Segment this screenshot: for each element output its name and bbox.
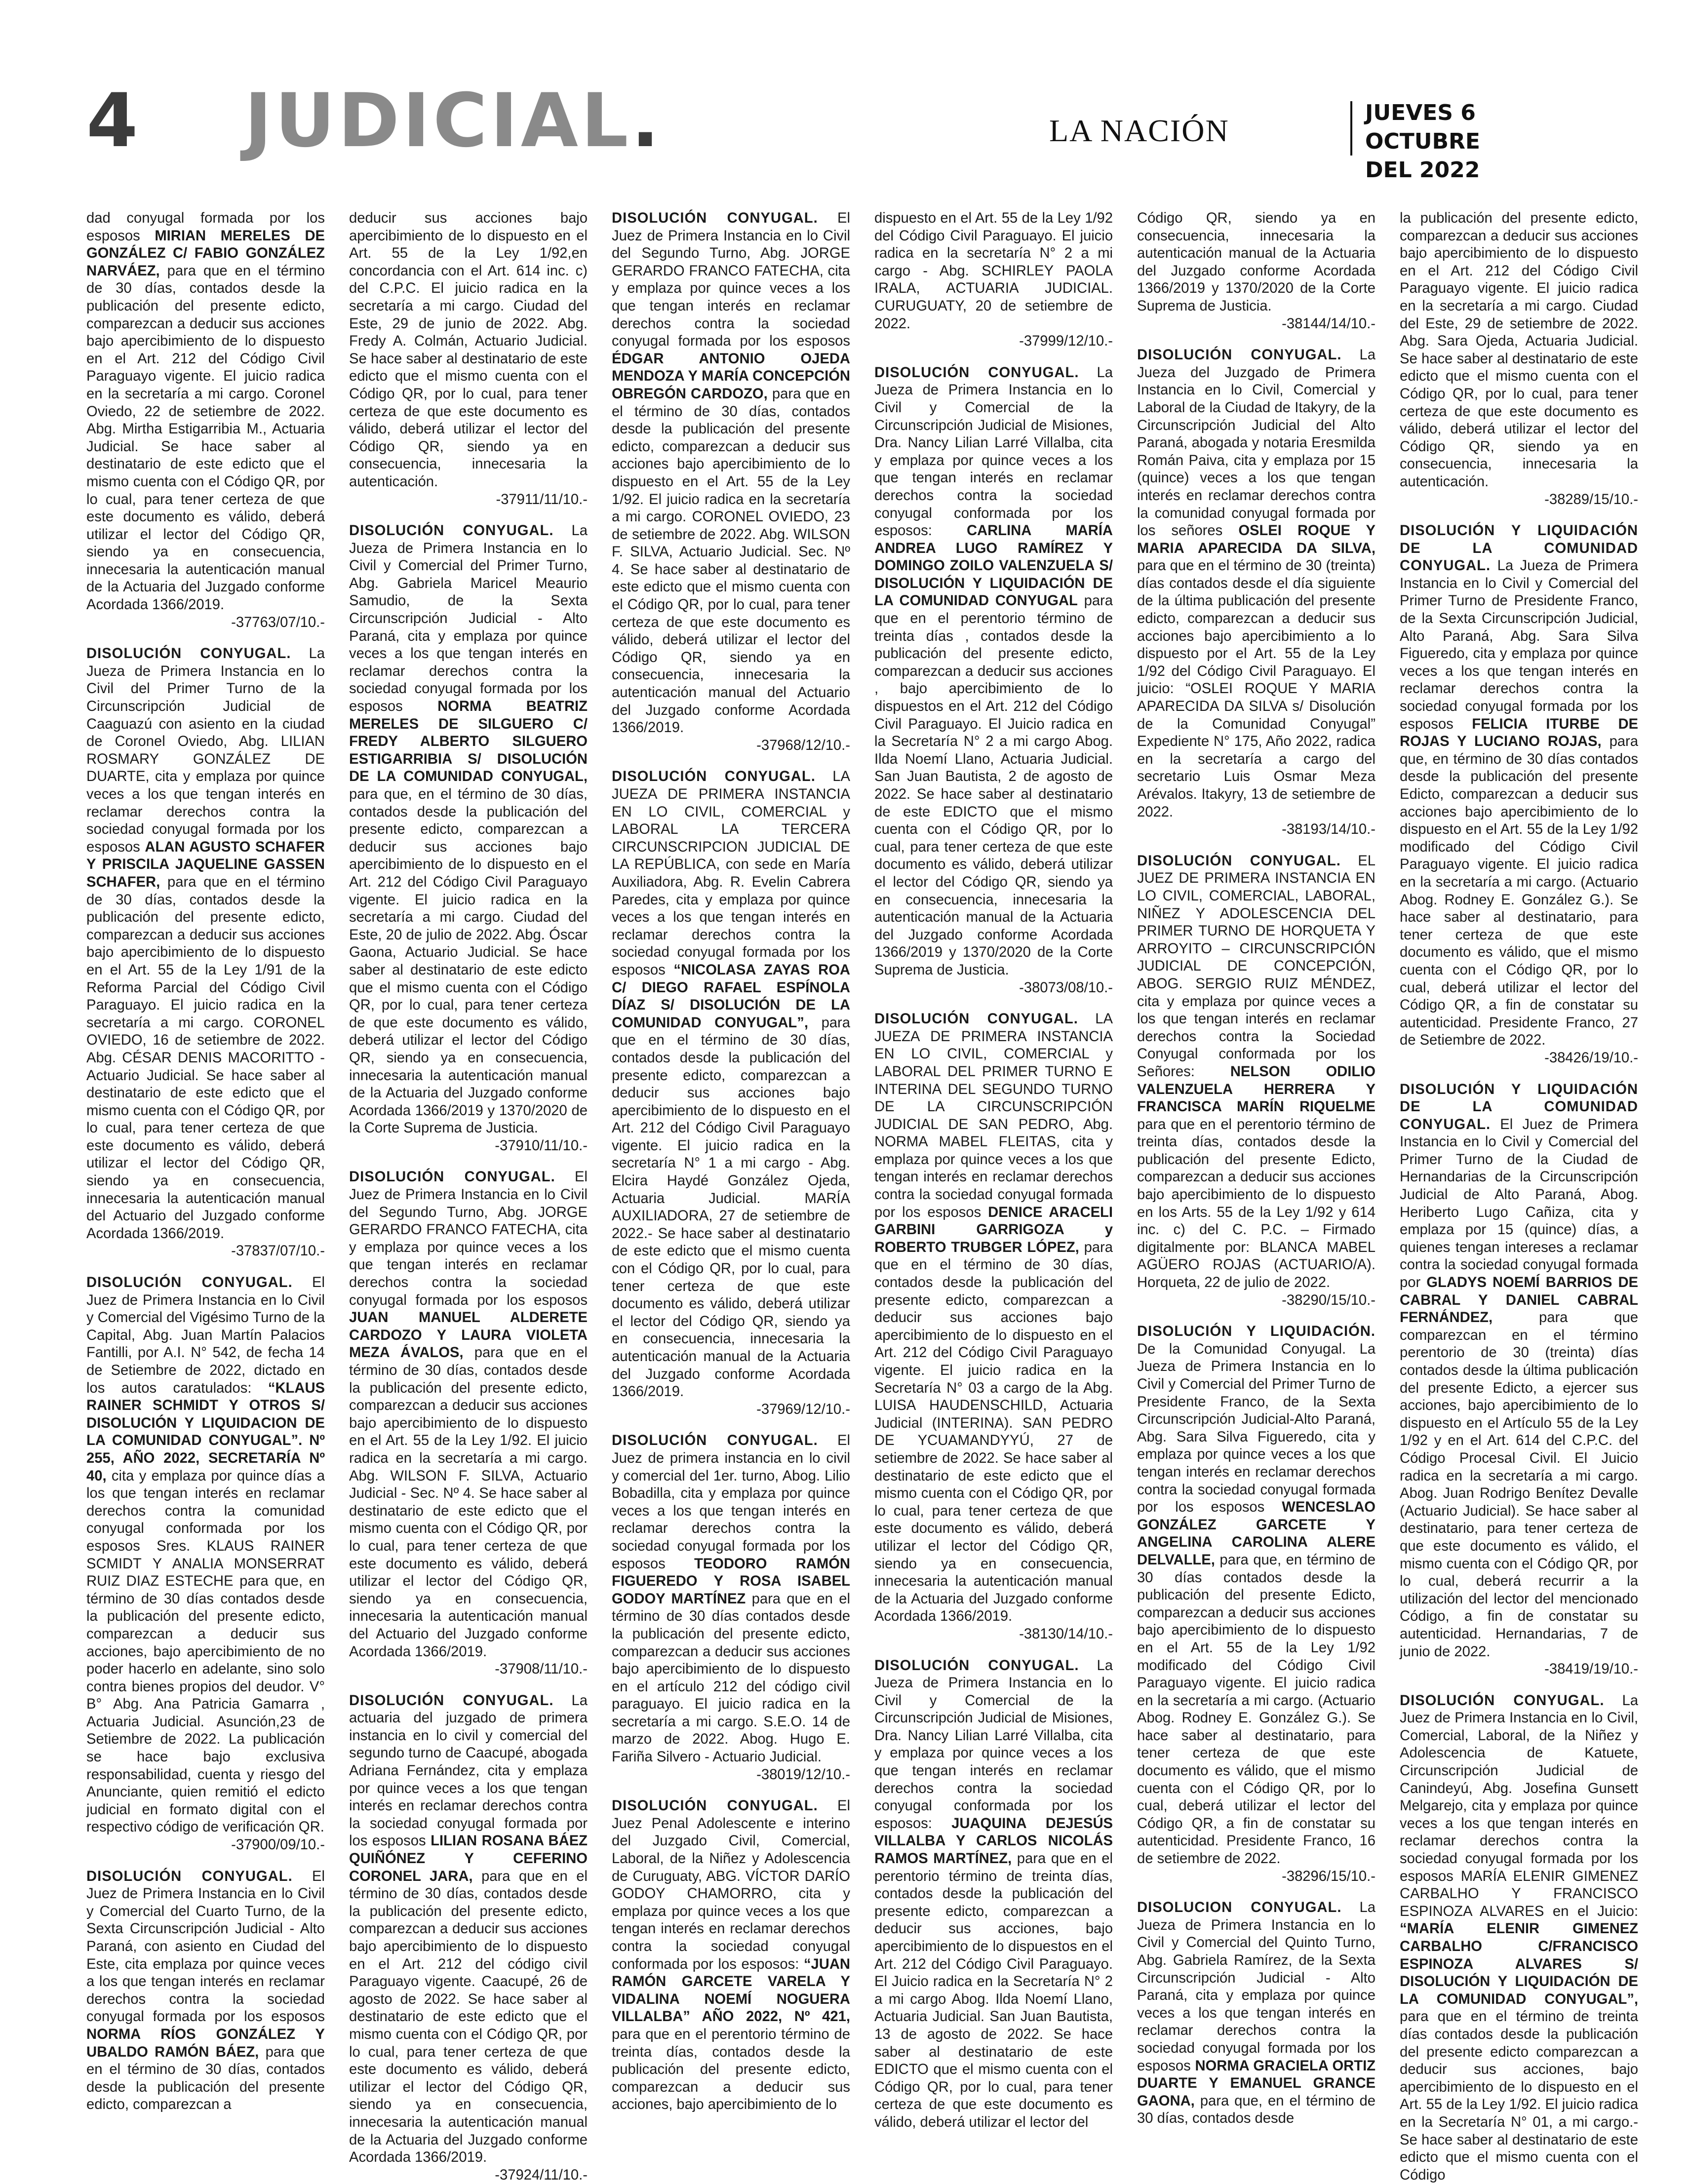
edict-code: -37968/12/10.- <box>756 737 850 753</box>
column-6 <box>1400 210 1639 2183</box>
edict-body: La Jueza del Juzgado de Primera Instancia en lo Civil, Comercial y Laboral de la Ciudad de Itakyry, de la Circunscripción Judicial del Alto Paraná, abogada y notaria Eresmilda Román Paiva, cita y emplaza por 15 (quince) veces a los que tengan interés en reclamar derechos contra la comunidad conyugal formada por los señores <box>1137 347 1376 539</box>
edict-heading: DISOLUCIÓN CONYUGAL. <box>874 1657 1079 1674</box>
edict-code: -37924/11/10.- <box>495 2167 588 2183</box>
edict-heading: DISOLUCIÓN CONYUGAL. <box>874 364 1079 381</box>
edict-notice <box>874 364 1113 997</box>
edict-heading: DISOLUCIÓN CONYUGAL. <box>349 1692 554 1709</box>
column-2 <box>349 210 588 2183</box>
header-divider <box>1350 101 1352 156</box>
edict-body: LA JUEZA DE PRIMERA INSTANCIA EN LO CIVIL, COMERCIAL y LABORAL DEL PRIMER TURNO E INTERINA DEL SEGUNDO TURNO DE LA CIRCUNSCRIPCIÓN JUDICIAL DE SAN PEDRO, Abg. NORMA MABEL FLEITAS, cita y emplaza por quince veces a los que tengan interés en reclamar derechos contra la sociedad conyugal formada por los esposos <box>874 1011 1113 1220</box>
edict-body: El Juez de Primera Instancia en lo Civil y Comercial del Vigésimo Turno de la Capital, Abg. Juan Martín Palacios Fantilli, por A.I. N° 542, de fecha 14 de Setiembre de 2022, dictado en los autos caratulados: <box>86 1275 325 1396</box>
edict-body: El Juez de Primera Instancia en lo Civil y Comercial del Cuarto Turno, de la Sexta Circunscripción Judicial - Alto Paraná, con asiento en Ciudad del Este, cita emplaza por quince veces a los que tengan interés en reclamar derechos contra la sociedad conyugal formada por los esposos <box>86 1868 325 2025</box>
edict-parties: “MARÍA ELENIR GIMENEZ CARBALHO C/FRANCISCO ESPINOZA ALVARES S/ DISOLUCIÓN Y LIQUIDACIÓN DE LA COMUNIDAD CONYUGAL”, <box>1400 1921 1638 2007</box>
edict-body: El Juez Penal Adolescente e interino del Juzgado Civil, Comercial, Laboral, de la Niñez y Adolescencia de Curuguaty, ABG. VÍCTOR DARÍO GODOY CHAMORRO, cita y emplaza por quince veces a los que tengan interés en reclamar derechos contra la sociedad conyugal conformada por los esposos: <box>612 1798 850 1972</box>
edict-parties: “KLAUS RAINER SCHMIDT Y OTROS S/ DISOLUCIÓN Y LIQUIDACION DE LA COMUNIDAD CONYUGAL”. Nº 255, AÑO 2022, SECRETARÍA Nº 40, <box>86 1380 325 1484</box>
edict-heading: DISOLUCIÓN CONYUGAL. <box>349 1169 555 1185</box>
edict-body-rest: para que en el perentorio término de treinta días , contados desde la publicación del presente edicto, comparezcan a deducir sus acciones , bajo apercibimiento de lo dispuestos en el Art. 212 del Código Civil Paraguayo. El Juicio radica en la Secretaría N° 2 a mi cargo Abog. Ilda Noemí Llano, Actuaria Judicial. San Juan Bautista, 2 de agosto de 2022. Se hace saber al destinatario de este EDICTO que el mismo cuenta con el Código QR, por lo cual, para tener certeza de que este documento es válido, deberá utilizar el lector del Código QR, siendo ya en consecuencia, innecesaria la autenticación manual de la Actuaria del Juzgado conforme Acordada 1366/2019 y 1370/2020 de la Corte Suprema de Justicia. <box>874 593 1113 978</box>
edict-heading: DISOLUCIÓN Y LIQUIDACIÓN. <box>1137 1324 1376 1340</box>
edict-parties: NELSON ODILIO VALENZUELA HERRERA Y FRANCISCA MARÍN RIQUELME <box>1137 1063 1376 1115</box>
edict-notice <box>1137 347 1376 839</box>
edict-notice <box>612 1797 850 2114</box>
edict-notice <box>86 1274 325 1854</box>
edict-code: -38130/14/10.- <box>1019 1626 1113 1642</box>
edict-body: La Jueza de Primera Instancia en lo Civil y Comercial de la Circunscripción Judicial de Misiones, Dra. Nancy Lilian Larré Villalba, cita y emplaza por quince veces a los que tengan interés en reclamar derechos contra la sociedad conyugal conformada por los esposos: <box>874 364 1113 539</box>
edict-body-rest: para que, en término de 30 días contados desde la publicación del presente Edicto, comparezcan a deducir sus acciones bajo apercibimiento de lo dispuesto en el Art. 55 de la Ley 1/92 modificado del Código Civil Paraguayo vigente. El juicio radica en la secretaría a mi cargo. (Actuario Abog. Rodney E. González G.). Se hace saber al destinatario, para tener certeza de que este documento es válido, que el mismo cuenta con el Código QR, por lo cual, deberá utilizar el lector del Código QR, a fin de constatar su autenticidad. Presidente Franco, 27 de Setiembre de 2022. <box>1400 734 1638 1049</box>
edict-notice <box>874 210 1113 351</box>
newspaper-masthead: LA NACIÓN <box>1049 113 1229 148</box>
edict-body: LA JUEZA DE PRIMERA INSTANCIA EN LO CIVIL, COMERCIAL y LABORAL LA TERCERA CIRCUNSCRIPCION JUDICIAL DE LA REPÚBLICA, con sede en María Auxiliadora, Abg. R. Evelin Cabrera Paredes, cita y emplaza por quince veces a los que tengan interés en reclamar derechos contra la sociedad conyugal formada por los esposos <box>612 769 850 978</box>
date-weekday: JUEVES 6 <box>1365 100 1476 125</box>
edict-heading: DISOLUCIÓN Y LIQUIDACIÓN DE LA COMUNIDAD CONYUGAL. <box>1400 1081 1638 1132</box>
edict-body-rest: para que en el término de 30 días, contados desde la publicación del presente edicto, comparezcan a deducir sus acciones bajo apercibimiento de lo dispuesto en el Art. 55 de la Ley 1/92. El juicio radica en la secretaría a mi cargo. Abg. WILSON F. SILVA, Actuario Judicial - Sec. Nº 4. Se hace saber al destinatario de este edicto que el mismo cuenta con el Código QR, por lo cual, para tener certeza de que este documento es válido, deberá utilizar el lector del Código QR, siendo ya en consecuencia, innecesaria la autenticación manual del Actuario del Juzgado conforme Acordada 1366/2019. <box>349 1345 588 1660</box>
date-month-year: OCTUBRE DEL 2022 <box>1365 129 1480 183</box>
edict-heading: DISOLUCIÓN CONYUGAL. <box>86 1868 293 1884</box>
edict-heading: DISOLUCIÓN CONYUGAL. <box>1137 347 1342 363</box>
edict-body-rest: para que, en el término de 30 días, contados desde <box>1137 2093 1376 2127</box>
edict-body-rest: para que en el perentorio término de treinta días, contados desde la publicación del presente edicto, comparezcan a deducir sus acciones, bajo apercibimiento de lo dispuestos en el Art. 212 del Código Civil Paraguayo. El Juicio radica en la Secretaría N° 2 a mi cargo Abog. Ilda Noemí Llano, Actuaria Judicial. San Juan Bautista, 13 de agosto de 2022. Se hace saber al destinatario de este EDICTO que el mismo cuenta con el Código QR, por lo cual, para tener certeza de que este documento es válido, deberá utilizar el lector del <box>874 1851 1113 2130</box>
edict-parties: WENCESLAO GONZÁLEZ GARCETE Y ANGELINA CAROLINA ALERE DELVALLE, <box>1137 1499 1376 1568</box>
edict-notice <box>1400 1081 1638 1678</box>
edict-body-rest: para que en el término de 30 días, contados desde la publicación del presente edicto, comparezcan a deducir sus acciones bajo apercibimiento de lo dispuesto en el Art. 55 de la Ley 1/91 de la Reforma Parcial del Código Civil Paraguayo. El juicio radica en la secretaría a mi cargo. CORONEL OVIEDO, 16 de setiembre de 2022. Abg. CÉSAR DENIS MACORITTO - Actuario Judicial. Se hace saber al destinatario de este edicto que el mismo cuenta con el Código QR, por lo cual, para tener certeza de que este documento es válido, deberá utilizar el lector del Código QR, siendo ya en consecuencia, innecesaria la autenticación manual del Actuario del Juzgado conforme Acordada 1366/2019. <box>86 874 325 1242</box>
edict-code: -37911/11/10.- <box>496 491 588 507</box>
edict-parties: ÉDGAR ANTONIO OJEDA MENDOZA Y MARÍA CONCEPCIÓN OBREGÓN CARDOZO, <box>612 351 850 402</box>
edict-body: De la Comunidad Conyugal. La Jueza de Primera Instancia en lo Civil y Comercial del Primer Turno de Presidente Franco, de la Sexta Circunscripción Judicial-Alto Paraná, Abg. Sara Silva Figueredo, cita y emplaza por quince veces a los que tengan interés en reclamar derechos contra la sociedad conyugal formada por los esposos <box>1137 1341 1376 1516</box>
edict-parties: CARLINA MARÍA ANDREA LUGO RAMÍREZ Y DOMINGO ZOILO VALENZUELA S/ DISOLUCIÓN Y LIQUIDACIÓN DE LA COMUNIDAD CONYUGAL <box>874 523 1113 609</box>
edict-heading: DISOLUCIÓN CONYUGAL. <box>349 523 554 539</box>
edict-parties: NORMA BEATRIZ MERELES DE SILGUERO C/ FREDY ALBERTO SILGUERO ESTIGARRIBIA S/ DISOLUCIÓN DE LA COMUNIDAD CONYUGAL, <box>349 699 588 785</box>
edict-notice <box>86 1868 325 2114</box>
edict-heading: DISOLUCION CONYUGAL. <box>1137 1900 1342 1916</box>
edict-body-rest: para que comparezcan en el término perentorio de 30 (treinta) días contados desde la última publicación del presente Edicto, a ejercer sus acciones, bajo apercibimiento de lo dispuesto en el Artículo 55 de la Ley 1/92 y en el Art. 614 del C.P.C. del Código Procesal Civil. El Juicio radica en la secretaría a mi cargo. Abog. Juan Rodrigo Benítez Devalle (Actuario Judicial). Se hace saber al destinatario, para tener certeza de que este documento es válido, el mismo cuenta con el Código QR, por lo cual, deberá recurrir a la utilización del lector del mencionado Código, a fin de constatar su autenticidad. Hernandarias, 7 de junio de 2022. <box>1400 1310 1638 1660</box>
edict-parties: OSLEI ROQUE Y MARIA APARECIDA DA SILVA, <box>1137 523 1376 556</box>
edict-notice <box>612 210 850 754</box>
edict-body-rest: para que, en término de 30 días contados desde la publicación del presente Edicto, comparezcan a deducir sus acciones bajo apercibimiento de lo dispuesto en el Art. 55 de la Ley 1/92 modificado del Código Civil Paraguayo vigente. El juicio radica en la secretaría a mi cargo. (Actuario Abog. Rodney E. González G.). Se hace saber al destinatario, para tener certeza de que este documento es válido, que el mismo cuenta con el Código QR, por lo cual, deberá utilizar el lector del Código QR, a fin de constatar su autenticidad. Presidente Franco, 16 de setiembre de 2022. <box>1137 1552 1376 1867</box>
edict-notice <box>612 768 850 1418</box>
edict-notice <box>86 645 325 1260</box>
edict-heading: DISOLUCIÓN Y LIQUIDACIÓN DE LA COMUNIDAD CONYUGAL. <box>1400 523 1638 574</box>
edict-body: La Jueza de Primera Instancia en lo Civil y Comercial de la Circunscripción Judicial de Misiones, Dra. Nancy Lilian Larré Villalba, cita y emplaza por quince veces a los que tengan interés en reclamar derechos contra la sociedad conyugal conformada por los esposos: <box>874 1657 1113 1832</box>
edict-heading: DISOLUCIÓN CONYUGAL. <box>612 1433 818 1449</box>
edict-code: -38419/19/10.- <box>1544 1661 1638 1677</box>
edict-parties: TEODORO RAMÓN FIGUEREDO Y ROSA ISABEL GODOY MARTÍNEZ <box>612 1556 850 1607</box>
edict-notice <box>349 1692 588 2184</box>
edict-body: deducir sus acciones bajo apercibimiento de lo dispuesto en el Art. 55 de la Ley 1/92,en concordancia con el Art. 614 inc. c) del C.P.C. El juicio radica en la secretaría a mi cargo. Ciudad del Este, 29 de junio de 2022. Abg. Fredy A. Colmán, Actuario Judicial. Se hace saber al destinatario de este edicto que el mismo cuenta con el Código QR, por lo cual, para tener certeza de que este documento es válido, deberá utilizar el lector del Código QR, siendo ya en consecuencia, innecesaria la autenticación. <box>349 210 588 490</box>
edict-body-rest: para que en el término de treinta días contados desde la publicación del presente edicto comparezcan a deducir sus acciones, bajo apercibimiento de lo dispuesto en el Art. 55 de la Ley 1/92. El juicio radica en la Secretaría N° 01, a mi cargo.- Se hace saber al destinatario de este edicto que el mismo cuenta con el Código <box>1400 2009 1638 2183</box>
edict-parties: GLADYS NOEMÍ BARRIOS DE CABRAL Y DANIEL CABRAL FERNÁNDEZ, <box>1400 1275 1638 1326</box>
edict-notice <box>612 1432 850 1784</box>
edict-body: La Jueza de Primera Instancia en lo Civil del Primer Turno de la Circunscripción Judicial de Caaguazú con asiento en la ciudad de Coronel Oviedo, Abg. LILIAN ROSMARY GONZÁLEZ DE DUARTE, cita y emplaza por quince veces a los que tengan interés en reclamar derechos contra la sociedad conyugal formada por los esposos <box>86 646 325 855</box>
edict-heading: DISOLUCIÓN CONYUGAL. <box>1400 1692 1605 1709</box>
edict-code: -38144/14/10.- <box>1282 315 1376 332</box>
edict-body: La Jueza de Primera Instancia en lo Civil y Comercial del Primer Turno, Abg. Gabriela Maricel Meaurio Samudio, de la Sexta Circunscripción Judicial - Alto Paraná, cita y emplaza por quince veces a los que tengan interés en reclamar derechos contra la sociedad conyugal formada por los esposos <box>349 523 588 715</box>
edict-body: dad conyugal formada por los esposos <box>86 210 325 244</box>
edict-body-rest: para que en el término de 30 (treinta) días contados desde el día siguiente de la última publicación del presente edicto, comparezcan a deducir sus acciones bajo apercibimiento a lo dispuesto por el Art. 55 de la Ley 1/92 del Código Civil Paraguayo. El juicio: “OSLEI ROQUE Y MARIA APARECIDA DA SILVA s/ Disolución de la Comunidad Conyugal” Expediente N° 175, Año 2022, radica en la secretaría a cargo del secretario Luis Osmar Meza Arévalos. Itakyry, 13 de setiembre de 2022. <box>1137 558 1376 820</box>
edict-heading: DISOLUCIÓN CONYUGAL. <box>874 1011 1078 1027</box>
section-title-text: JUDICIAL <box>244 78 631 164</box>
edict-code: -38289/15/10.- <box>1544 491 1638 507</box>
edict-parties: NORMA GRACIELA ORTIZ DUARTE Y EMANUEL GRANCE GAONA, <box>1137 2058 1376 2109</box>
edict-body: El Juez de primera instancia en lo civil y comercial del 1er. turno, Abog. Lilio Bobadilla, cita y emplaza por quince veces a los que tengan interés en reclamar derechos contra la sociedad conyugal formada por los esposos <box>612 1433 850 1572</box>
edict-code: -38426/19/10.- <box>1544 1050 1638 1066</box>
edicts-columns <box>86 210 1639 2183</box>
edict-body-rest: para que en el término de 30 días, contados desde la publicación del presente edicto, comparezcan a deducir sus acciones bajo apercibimiento de lo dispuesto en el Art. 212 del código civil Paraguayo vigente. Caacupé, 26 de agosto de 2022. Se hace saber al destinatario de este edicto que el mismo cuenta con el Código QR, por lo cual, para tener certeza de que este documento es válido, deberá utilizar el lector del Código QR, siendo ya en consecuencia, innecesaria la autenticación manual de la Actuaria del Juzgado conforme Acordada 1366/2019. <box>349 1868 588 2166</box>
edict-body: dispuesto en el Art. 55 de la Ley 1/92 del Código Civil Paraguayo. El juicio radica en la secretaría N° 2 a mi cargo - Abg. SCHIRLEY PAOLA IRALA, ACTUARIA JUDICIAL. CURUGUATY, 20 de setiembre de 2022. <box>874 210 1113 332</box>
edict-code: -38019/12/10.- <box>756 1766 850 1783</box>
edict-notice <box>1137 853 1376 1309</box>
edict-body: El Juez de Primera Instancia en lo Civil del Segundo Turno, Abg. JORGE GERARDO FRANCO FATECHA, cita y emplaza por quince veces a los que tengan interés en reclamar derechos contra la sociedad conyugal formada por los esposos <box>612 210 850 350</box>
column-5 <box>1137 210 1376 2125</box>
edict-body-rest: para que en el término de 30 días, contados desde la publicación del presente edicto, comparezcan a deducir sus acciones bajo apercibimiento de lo dispuesto en el Art. 212 del Código Civil Paraguayo vigente. El juicio radica en la secretaría N° 1 a mi cargo - Abg. Elcira Haydé González Ojeda, Actuaria Judicial. MARÍA AUXILIADORA, 27 de setiembre de 2022.- Se hace saber al destinatario de este edicto que el mismo cuenta con el Código QR, por lo cual, para tener certeza de que este documento es válido, deberá utilizar el lector del Código QR, siendo ya en consecuencia, innecesaria la autenticación manual de la Actuaria del Juzgado conforme Acordada 1366/2019. <box>612 1014 850 1400</box>
column-1 <box>86 210 325 2125</box>
edict-notice <box>1137 210 1376 333</box>
edict-heading: DISOLUCIÓN CONYUGAL. <box>612 769 816 785</box>
publication-date <box>1365 99 1506 185</box>
edict-code: -38296/15/10.- <box>1282 1868 1376 1884</box>
edict-notice <box>349 210 588 508</box>
edict-parties: MIRIAN MERELES DE GONZÁLEZ C/ FABIO GONZÁLEZ NARVÁEZ, <box>86 228 325 279</box>
edict-parties: DENICE ARACELI GARBINI GARRIGOZA y ROBERTO TRUBGER LÓPEZ, <box>874 1204 1113 1255</box>
edict-notice <box>1400 210 1638 508</box>
edict-code: -37900/09/10.- <box>231 1837 325 1853</box>
edict-body-rest: cita y emplaza por quince días a los que tengan interés en reclamar derechos contra la comunidad conyugal conformada por los esposos Sres. KLAUS RAINER SCMIDT Y ANALIA MONSERRAT RUIZ DIAZ ESTECHE para que, en término de 30 días contados desde la publicación del presente edicto, comparezcan a deducir sus acciones, bajo apercibimiento de no poder hacerlo en adelante, sino solo contra bienes propios del deudor. V° B° Abg. Ana Patricia Gamarra , Actuaria Judicial. Asunción,23 de Setiembre de 2022. La publicación se hace bajo exclusiva responsabilidad, cuenta y riesgo del Anunciante, quien remitió el edicto judicial en formato digital con el respectivo código de verificación QR. <box>86 1468 325 1835</box>
edict-body: El Juez de Primera Instancia en lo Civil del Segundo Turno, Abg. JORGE GERARDO FRANCO FATECHA, cita y emplaza por quince veces a los que tengan interés en reclamar derechos contra la sociedad conyugal formada por los esposos <box>349 1169 588 1308</box>
edict-heading: DISOLUCIÓN CONYUGAL. <box>86 1275 293 1291</box>
edict-body: La Jueza de Primera Instancia en lo Civil y Comercial del Quinto Turno, Abg. Gabriela Ramírez, de la Sexta Circunscripción Judicial - Alto Paraná, cita y emplaza por quince veces a los que tengan interés en reclamar derechos contra la sociedad conyugal formada por los esposos <box>1137 1900 1376 2074</box>
edict-heading: DISOLUCIÓN CONYUGAL. <box>612 210 818 226</box>
edict-body: La Juez de Primera Instancia en lo Civil, Comercial, Laboral, de la Niñez y Adolescencia de Katuete, Circunscripción Judicial de Canindeyú, Abg. Josefina Gunsett Melgarejo, cita y emplaza por quince veces a los que tengan interés en reclamar derechos contra la sociedad conyugal formada por los esposos MARÍA ELENIR GIMENEZ CARBALHO Y FRANCISCO ESPINOZA ALVARES en el Juicio: <box>1400 1692 1639 1919</box>
column-4 <box>874 210 1113 2130</box>
edict-body: El Juez de Primera Instancia en lo Civil y Comercial del Primer Turno de la Ciudad de Hernandarias de la Circunscripción Judicial de Alto Paraná, Abog. Heriberto Lugo Cañiza, cita y emplaza por 15 (quince) días, a quienes tengan intereses a reclamar contra la sociedad conyugal formada por <box>1400 1116 1638 1291</box>
edict-notice <box>1400 1692 1638 2184</box>
edict-notice <box>1400 522 1638 1067</box>
edict-notice <box>1137 1323 1376 1885</box>
edict-notice <box>874 1011 1113 1643</box>
edict-body: La actuaria del juzgado de primera instancia en lo civil y comercial del segundo turno de Caacupé, abogada Adriana Fernández, cita y emplaza por quince veces a los que tengan interés en reclamar derechos contra la sociedad conyugal formada por los esposos <box>349 1692 588 1849</box>
edict-parties: JUAQUINA DEJESÚS VILLALBA Y CARLOS NICOLÁS RAMOS MARTÍNEZ, <box>874 1815 1113 1867</box>
edict-body-rest: para que en el término de 30 días, contados desde la publicación del presente edicto, comparezcan a deducir sus acciones bajo apercibimiento de lo dispuesto en el Art. 55 de la Ley 1/92. El juicio radica en la secretaría a mi cargo. CORONEL OVIEDO, 23 de setiembre de 2022. Abg. WILSON F. SILVA, Actuario Judicial. Sec. Nº 4. Se hace saber al destinatario de este edicto que el mismo cuenta con el Código QR, por lo cual, para tener certeza de que este documento es válido, deberá utilizar el lector del Código QR, siendo ya en consecuencia, innecesaria la autenticación manual del Actuario del Juzgado conforme Acordada 1366/2019. <box>612 386 850 736</box>
edict-heading: DISOLUCIÓN CONYUGAL. <box>86 646 291 662</box>
edict-code: -37837/07/10.- <box>231 1243 325 1259</box>
edict-parties: NORMA RÍOS GONZÁLEZ Y UBALDO RAMÓN BÁEZ, <box>86 2026 325 2060</box>
edict-body-rest: para que en el perentorio término de treinta días, contados desde la publicación del presente Edicto, comparezcan a deducir sus acciones bajo apercibimiento de lo dispuesto en los Arts. 55 de la Ley 1/92 y 614 inc. c) del C. P.C. – Firmado digitalmente por: BLANCA MABEL AGÜERO ROJAS (ACTUARIO/A). Horqueta, 22 de julio de 2022. <box>1137 1116 1376 1291</box>
edict-code: -37910/11/10.- <box>495 1137 588 1154</box>
edict-body: la publicación del presente edicto, comparezcan a deducir sus acciones bajo apercibimiento de lo dispuesto en el Art. 212 del Código Civil Paraguayo vigente. El juicio radica en la secretaría a mi cargo. Ciudad del Este, 29 de setiembre de 2022. Abg. Sara Ojeda, Actuaria Judicial. Se hace saber al destinatario de este edicto que el mismo cuenta con el Código QR, por lo cual, para tener certeza de que este documento es válido, deberá utilizar el lector del Código QR, siendo ya en consecuencia, innecesaria la autenticación. <box>1400 210 1638 490</box>
page-header <box>86 78 1506 183</box>
edict-parties: LILIAN ROSANA BÁEZ QUIÑÓNEZ Y CEFERINO CORONEL JARA, <box>349 1833 588 1884</box>
edict-code: -37763/07/10.- <box>231 614 325 630</box>
edict-parties: ALAN AGUSTO SCHAFER Y PRISCILA JAQUELINE GASSEN SCHAFER, <box>86 839 325 890</box>
edict-notice <box>349 522 588 1155</box>
edict-body-rest: para que en el término de 30 días contados desde la publicación del presente edicto, comparezcan a deducir sus acciones bajo apercibimiento de lo dispuesto en el artículo 212 del código civil paraguayo. El juicio radica en la secretaría a mi cargo. S.E.O. 14 de marzo de 2022. Abog. Hugo E. Fariña Silvero - Actuario Judicial. <box>612 1591 850 1765</box>
edict-parties: FELICIA ITURBE DE ROJAS Y LUCIANO ROJAS, <box>1400 716 1638 750</box>
edict-body: La Jueza de Primera Instancia en lo Civil y Comercial del Primer Turno de Presidente Franco, de la Sexta Circunscripción Judicial, Alto Paraná, Abg. Sara Silva Figueredo, cita y emplaza por quince veces a los que tengan interés en reclamar derechos contra la sociedad conyugal formada por los esposos <box>1400 558 1638 732</box>
edict-body: Código QR, siendo ya en consecuencia, innecesaria la autenticación manual de la Actuaria del Juzgado conforme Acordada 1366/2019 y 1370/2020 de la Corte Suprema de Justicia. <box>1137 210 1376 314</box>
edict-parties: “NICOLASA ZAYAS ROA C/ DIEGO RAFAEL ESPÍNOLA DÍAZ S/ DISOLUCIÓN DE LA COMUNIDAD CONYUGAL”, <box>612 962 850 1031</box>
edict-body-rest: para que en el perentorio término de treinta días, contados desde la publicación del presente edicto, comparezcan a deducir sus acciones, bajo apercibimiento de lo <box>612 2026 850 2113</box>
edict-notice <box>349 1169 588 1678</box>
section-title: JUDICIAL. <box>244 78 663 164</box>
edict-body-rest: para que en el término de 30 días, contados desde la publicación del presente edicto, comparezcan a deducir sus acciones bajo apercibimiento de lo dispuesto en el Art. 212 del Código Civil Paraguayo vigente. El juicio radica en la secretaría a mi cargo. Coronel Oviedo, 22 de setiembre de 2022. Abg. Mirtha Estigarribia M., Actuaria Judicial. Se hace saber al destinatario de este edicto que el mismo cuenta con el Código QR, por lo cual, para tener certeza de que este documento es válido, deberá utilizar el lector del Código QR, siendo ya en consecuencia, innecesaria la autenticación manual de la Actuaria del Juzgado conforme Acordada 1366/2019. <box>86 263 325 613</box>
edict-code: -37908/11/10.- <box>495 1661 588 1677</box>
edict-notice <box>1137 1899 1376 2128</box>
edict-parties: JUAN MANUEL ALDERETE CARDOZO Y LAURA VIOLETA MEZA ÁVALOS, <box>349 1310 588 1361</box>
edict-heading: DISOLUCIÓN CONYUGAL. <box>612 1798 818 1814</box>
edict-notice <box>874 1657 1113 2132</box>
edict-code: -38290/15/10.- <box>1282 1292 1376 1308</box>
column-3 <box>612 210 850 2125</box>
edict-code: -37999/12/10.- <box>1019 333 1113 350</box>
edict-code: -38193/14/10.- <box>1282 821 1376 838</box>
edict-parties: “JUAN RAMÓN GARCETE VARELA Y VIDALINA NOEMÍ NOGUERA VILLALBA” AÑO 2022, Nº 421, <box>612 1956 850 2025</box>
edict-body: EL JUEZ DE PRIMERA INSTANCIA EN LO CIVIL, COMERCIAL, LABORAL, NIÑEZ Y ADOLESCENCIA DEL PRIMER TURNO DE HORQUETA Y ARROYITO – CIRCUNSCRIPCIÓN JUDICIAL DE CONCEPCIÓN, ABOG. SERGIO RUIZ MÉNDEZ, cita y emplaza por quince veces a los que tengan interés en reclamar derechos contra la Sociedad Conyugal conformada por los Señores: <box>1137 853 1376 1080</box>
edict-notice <box>86 210 325 631</box>
edict-heading: DISOLUCIÓN CONYUGAL. <box>1137 853 1341 869</box>
edict-code: -37969/12/10.- <box>756 1401 850 1417</box>
edict-body-rest: para que, en el término de 30 días, contados desde la publicación del presente edicto, comparezcan a deducir sus acciones bajo apercibimiento de lo dispuesto en el Art. 212 del Código Civil Paraguayo vigente. El juicio radica en la secretaría a mi cargo. Ciudad del Este, 20 de julio de 2022. Abg. Óscar Gaona, Actuario Judicial. Se hace saber al destinatario de este edicto que el mismo cuenta con el Código QR, por lo cual, para tener certeza de que este documento es válido, deberá utilizar el lector del Código QR, siendo ya en consecuencia, innecesaria la autenticación manual de la Actuaria del Juzgado conforme Acordada 1366/2019 y 1370/2020 de la Corte Suprema de Justicia. <box>349 786 588 1136</box>
edict-body-rest: para que en el término de 30 días, contados desde la publicación del presente edicto, comparezcan a <box>86 2044 325 2113</box>
page-number: 4 <box>86 78 138 164</box>
edict-body-rest: para que en el término de 30 días, contados desde la publicación del presente edicto, comparezcan a deducir sus acciones bajo apercibimiento de lo dispuesto en el Art. 212 del Código Civil Paraguayo vigente. El juicio radica en la Secretaría N° 03 a cargo de la Abg. LUISA HAUDENSCHILD, Actuaria Judicial (INTERINA). SAN PEDRO DE YCUAMANDYYÚ, 27 de setiembre de 2022. Se hace saber al destinatario de este edicto que el mismo cuenta con el Código QR, por lo cual, para tener certeza de que este documento es válido, deberá utilizar el lector del Código QR, siendo ya en consecuencia, innecesaria la autenticación manual de la Actuaria del Juzgado conforme Acordada 1366/2019. <box>874 1239 1113 1625</box>
edict-code: -38073/08/10.- <box>1019 979 1113 996</box>
